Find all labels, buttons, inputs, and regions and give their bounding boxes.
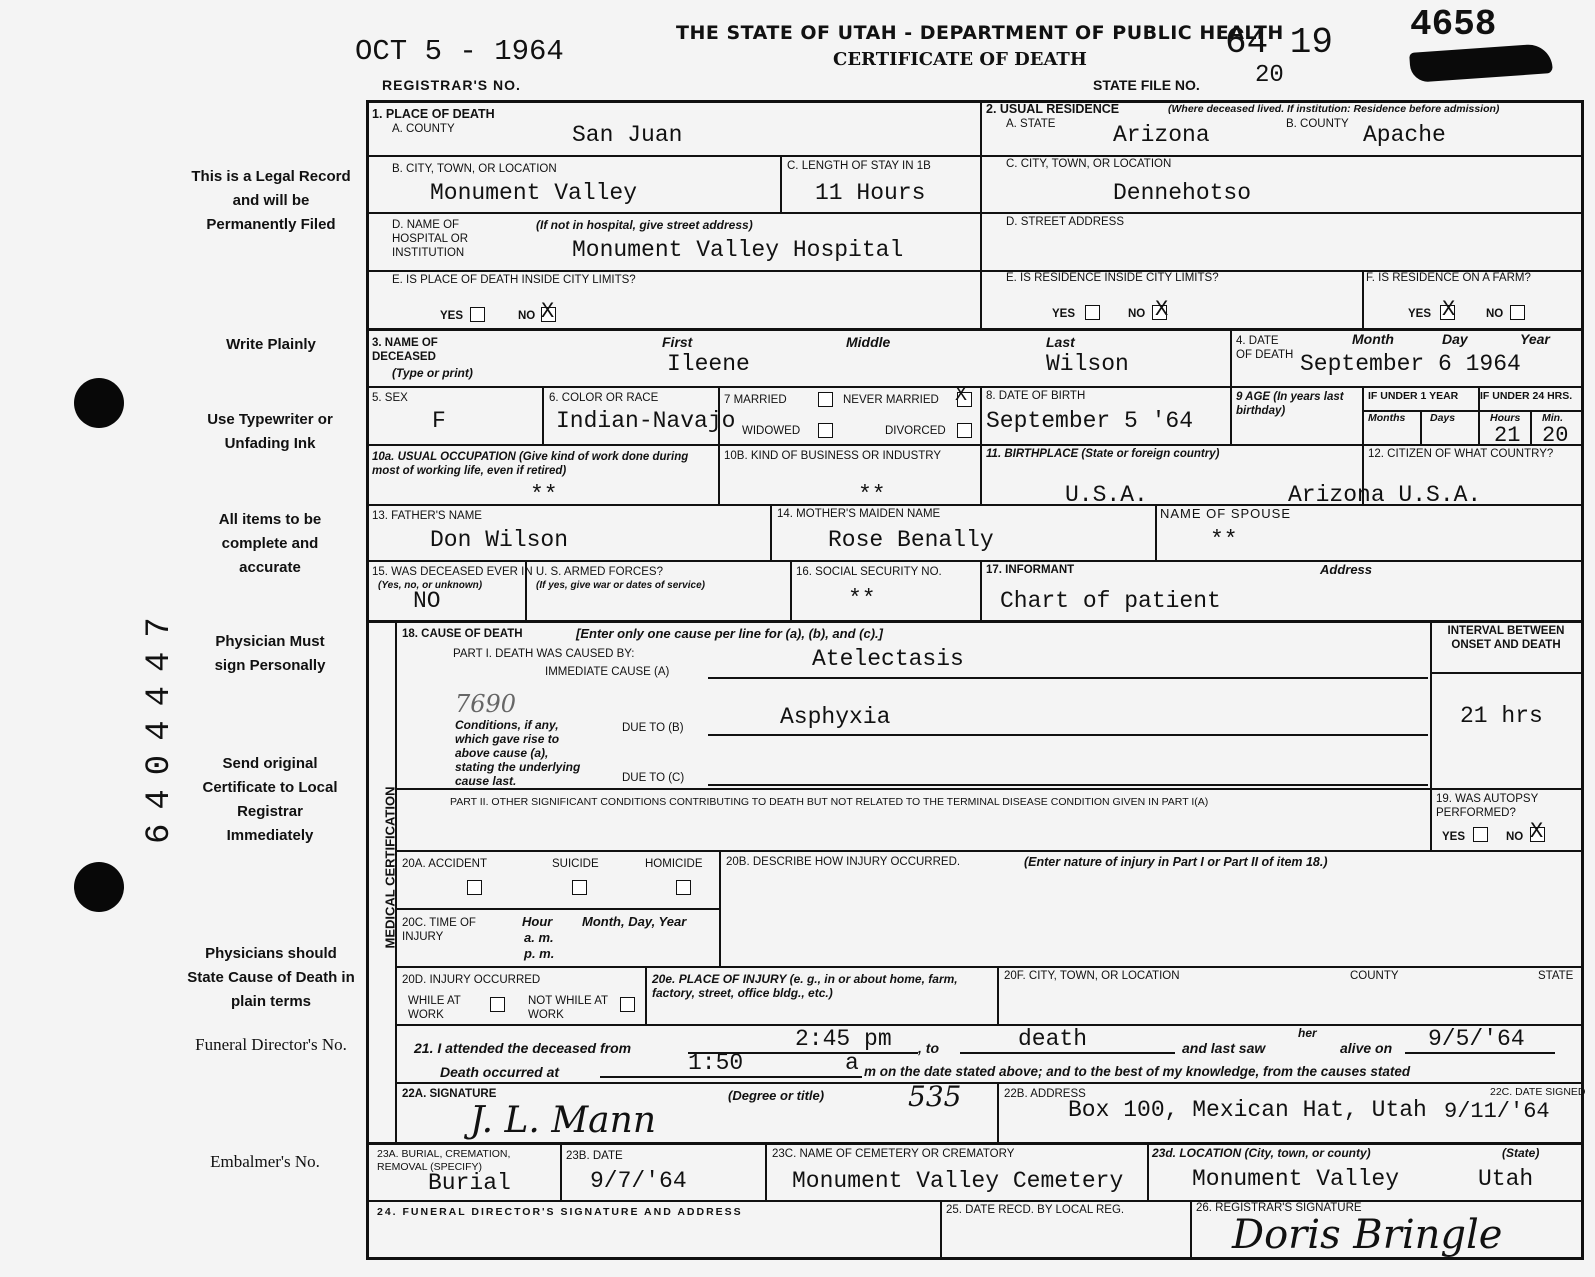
first-name-value: Ileene (667, 351, 750, 377)
length-of-stay-value: 11 Hours (815, 180, 926, 206)
date-of-death-label: 4. DATE OF DEATH (1236, 335, 1294, 361)
days-label: Days (1430, 412, 1456, 424)
death-city-limits-label: E. IS PLACE OF DEATH INSIDE CITY LIMITS? (392, 274, 636, 286)
note-ink: Use Typewriter or Unfading Ink (207, 411, 333, 452)
alive-on-value: 9/5/'64 (1428, 1026, 1525, 1052)
state-file-number-b: 20 (1255, 62, 1284, 89)
widowed-checkbox[interactable] (818, 423, 833, 438)
note-legal: This is a Legal Record and will be Permanently Filed (191, 168, 351, 233)
note-complete: All items to be complete and accurate (218, 511, 322, 576)
autopsy-label: 19. WAS AUTOPSY PERFORMED? (1436, 793, 1539, 819)
hospital-value: Monument Valley Hospital (572, 237, 904, 263)
immediate-cause-value: Atelectasis (812, 646, 964, 672)
informant-value: Chart of patient (1000, 588, 1221, 614)
signature-label: 22A. SIGNATURE (402, 1088, 497, 1100)
state-file-label: STATE FILE NO. (1093, 77, 1200, 93)
usual-residence-label: 2. USUAL RESIDENCE (986, 102, 1120, 116)
time-of-injury-label: 20C. TIME OF INJURY (402, 917, 476, 943)
under-24-hrs-label: IF UNDER 24 HRS. (1480, 390, 1573, 402)
usual-residence-note: (Where deceased lived. If institution: Residence before admission) (1168, 103, 1500, 115)
father-label: 13. FATHER'S NAME (372, 510, 482, 522)
redaction-mark (1409, 43, 1553, 83)
vertical-number: 6404447 (141, 603, 179, 844)
autopsy-no-mark: X (1530, 819, 1544, 844)
residence-limits-label: E. IS RESIDENCE INSIDE CITY LIMITS? (1006, 272, 1219, 284)
never-married-label: NEVER MARRIED (843, 394, 939, 406)
form-subtitle: CERTIFICATE OF DEATH (833, 49, 1087, 70)
widowed-label: WIDOWED (742, 425, 801, 437)
physician-signature: J. L. Mann (470, 1100, 657, 1141)
cemetery-value: Monument Valley Cemetery (792, 1168, 1124, 1194)
first-label: First (662, 334, 693, 350)
while-at-work-checkbox[interactable] (490, 997, 505, 1012)
homicide-label: HOMICIDE (645, 858, 703, 870)
last-label: Last (1046, 334, 1075, 350)
am-label: a. m. (524, 930, 554, 945)
death-limits-yes-checkbox[interactable] (470, 307, 485, 322)
injury-city-label: 20F. CITY, TOWN, OR LOCATION (1004, 970, 1180, 982)
sex-label: 5. SEX (372, 392, 408, 404)
age-label: 9 AGE (In years last birthday) (1236, 391, 1344, 417)
degree-label: (Degree or title) (728, 1088, 825, 1103)
while-at-work-label: WHILE AT WORK (408, 995, 461, 1021)
age-hours-value: 21 (1494, 423, 1521, 448)
date-signed-label: 22C. DATE SIGNED (1490, 1086, 1586, 1098)
due-to-c-label: DUE TO (C) (622, 772, 685, 784)
last-saw-label: and last saw (1182, 1040, 1266, 1056)
armed-forces-value: NO (413, 588, 441, 614)
last-name-value: Wilson (1046, 351, 1129, 377)
deceased-name-sub: (Type or print) (392, 366, 473, 380)
death-limits-no-mark: X (541, 299, 555, 324)
medical-certification-label: MEDICAL CERTIFICATION (382, 786, 398, 949)
sex-value: F (432, 408, 446, 434)
physician-address-value: Box 100, Mexican Hat, Utah (1068, 1097, 1427, 1123)
citizen-value: Arizona U.S.A. (1288, 482, 1482, 508)
informant-label: 17. INFORMANT (986, 564, 1075, 576)
suicide-label: SUICIDE (552, 858, 599, 870)
cemetery-label: 23C. NAME OF CEMETERY OR CREMATORY (772, 1148, 1015, 1160)
registrar-no-label: REGISTRAR'S NO. (382, 77, 521, 93)
birthplace-value: U.S.A. (1065, 482, 1148, 508)
length-of-stay-label: C. LENGTH OF STAY IN 1B (787, 160, 931, 172)
burial-date-label: 23B. DATE (566, 1150, 623, 1162)
armed-forces-sub1: (Yes, no, or unknown) (378, 580, 483, 591)
death-county-value: San Juan (572, 122, 683, 148)
farm-no-checkbox[interactable] (1510, 305, 1525, 320)
received-date-stamp: OCT 5 - 1964 (355, 35, 564, 68)
mother-label: 14. MOTHER'S MAIDEN NAME (777, 508, 941, 520)
dod-year-label: Year (1520, 331, 1550, 347)
spouse-label: NAME OF SPOUSE (1160, 506, 1292, 521)
injury-county-label: COUNTY (1350, 970, 1399, 982)
death-city-value: Monument Valley (430, 180, 638, 206)
cause-code: 7690 (455, 690, 517, 718)
alive-on-label: alive on (1340, 1040, 1393, 1056)
father-value: Don Wilson (430, 527, 569, 553)
location-state-value: Utah (1478, 1166, 1534, 1192)
dod-day-label: Day (1442, 331, 1468, 347)
punch-hole-top (74, 378, 124, 428)
limits-yes-label: YES (440, 310, 464, 322)
funeral-director-label: 24. FUNERAL DIRECTOR'S SIGNATURE AND ADDRESS (377, 1206, 743, 1218)
burial-date-value: 9/7/'64 (590, 1168, 687, 1194)
age-min-value: 20 (1542, 423, 1569, 448)
accident-label: 20A. ACCIDENT (402, 858, 487, 870)
residence-city-label: C. CITY, TOWN, OR LOCATION (1006, 158, 1172, 170)
death-time-value: 1:50 (688, 1050, 744, 1076)
married-label: 7 MARRIED (724, 394, 787, 406)
min-label: Min. (1542, 412, 1563, 424)
registrar-signature-label: 26. REGISTRAR'S SIGNATURE (1196, 1202, 1362, 1214)
mother-value: Rose Benally (828, 527, 994, 553)
hospital-label: D. NAME OF HOSPITAL OR INSTITUTION (392, 219, 469, 259)
residence-limits-no-mark: X (1155, 297, 1169, 322)
form-title: THE STATE OF UTAH - DEPARTMENT OF PUBLIC HEALTH (676, 22, 1284, 44)
note-embalmer: Embalmer's No. (210, 1152, 320, 1171)
residence-county-label: B. COUNTY (1286, 118, 1349, 130)
never-married-mark: X (955, 384, 968, 407)
conditions-note: Conditions, if any, which gave rise to above cause (a), stating the underlying cause last. (455, 718, 581, 788)
registrar-signature: Doris Bringle (1232, 1212, 1503, 1258)
not-while-at-work-checkbox[interactable] (620, 997, 635, 1012)
burial-value: Burial (428, 1170, 511, 1196)
occupation-label: 10a. USUAL OCCUPATION (Give kind of work done during most of working life, even if retired) (372, 451, 689, 477)
race-label: 6. COLOR OR RACE (549, 392, 659, 404)
divorced-label: DIVORCED (885, 425, 946, 437)
months-label: Months (1368, 412, 1406, 424)
ssn-label: 16. SOCIAL SECURITY NO. (796, 566, 942, 578)
farm-yes-label: YES (1408, 308, 1432, 320)
hospital-note: (If not in hospital, give street address) (536, 218, 753, 232)
farm-no-label: NO (1486, 308, 1504, 320)
punch-hole-bottom (74, 862, 124, 912)
birthplace-label: 11. BIRTHPLACE (State or foreign country) (986, 448, 1220, 460)
her-label: her (1298, 1026, 1317, 1040)
due-to-b-value: Asphyxia (780, 704, 891, 730)
note-send: Send original Certificate to Local Registrar Immediately (202, 755, 338, 844)
cause-of-death-label: 18. CAUSE OF DEATH (402, 628, 523, 640)
informant-address-label: Address (1320, 562, 1373, 577)
location-label: 23d. LOCATION (City, town, or county) (1152, 1146, 1371, 1160)
residence-state-value: Arizona (1113, 122, 1210, 148)
state-file-number: 64 19 (1225, 22, 1334, 63)
attended-from-value: 2:45 pm (795, 1026, 892, 1052)
dob-label: 8. DATE OF BIRTH (986, 390, 1086, 402)
left-margin (0, 0, 360, 1277)
race-value: Indian-Navajo (556, 408, 736, 434)
injury-describe-note: (Enter nature of injury in Part I or Part II of item 18.) (1024, 855, 1328, 869)
spouse-value: ** (1210, 527, 1238, 553)
injury-describe-label: 20B. DESCRIBE HOW INJURY OCCURRED. (726, 856, 961, 868)
note-funeral: Funeral Director's No. (195, 1035, 347, 1054)
autopsy-no-label: NO (1506, 831, 1524, 843)
immediate-cause-label: IMMEDIATE CAUSE (A) (545, 666, 670, 678)
death-ampm-value: a (845, 1050, 859, 1076)
divorced-checkbox[interactable] (957, 423, 972, 438)
residence-state-label: A. STATE (1006, 118, 1056, 130)
under-1-year-label: IF UNDER 1 YEAR (1368, 390, 1459, 402)
limits-no-label: NO (518, 310, 536, 322)
residence-limits-yes-checkbox[interactable] (1085, 305, 1100, 320)
married-checkbox[interactable] (818, 392, 833, 407)
certificate-number: 4658 (1410, 4, 1497, 45)
industry-label: 10B. KIND OF BUSINESS OR INDUSTRY (724, 450, 942, 462)
physician-code: 535 (908, 1080, 962, 1113)
farm-yes-mark: X (1442, 297, 1456, 322)
deceased-name-label: 3. NAME OF DECEASED (372, 337, 438, 363)
residence-county-value: Apache (1363, 122, 1446, 148)
suicide-checkbox[interactable] (572, 880, 587, 895)
street-address-label: D. STREET ADDRESS (1006, 216, 1125, 228)
pm-label: p. m. (524, 946, 555, 961)
dod-month-label: Month (1352, 331, 1394, 347)
address-label: 22B. ADDRESS (1004, 1088, 1086, 1100)
attended-label: 21. I attended the deceased from (414, 1040, 632, 1056)
hour-label: Hour (522, 914, 553, 929)
accident-checkbox[interactable] (467, 880, 482, 895)
place-of-injury-label: 20e. PLACE OF INJURY (e. g., in or about home, farm, factory, street, office bldg., etc.) (652, 972, 958, 1000)
not-while-at-work-label: NOT WHILE AT WORK (528, 995, 608, 1021)
ssn-value: ** (848, 586, 876, 612)
cause-of-death-note: [Enter only one cause per line for (a), (b), and (c).] (576, 626, 883, 641)
note-plain: Write Plainly (226, 336, 316, 353)
injury-occurred-label: 20D. INJURY OCCURRED (402, 974, 541, 986)
burial-label: 23A. BURIAL, CREMATION, REMOVAL (SPECIFY) (377, 1148, 511, 1173)
interval-label: INTERVAL BETWEEN ONSET AND DEATH (1447, 625, 1565, 651)
homicide-checkbox[interactable] (676, 880, 691, 895)
dob-value: September 5 '64 (986, 408, 1194, 434)
death-occurred-label: Death occurred at (440, 1064, 560, 1080)
note-cause: Physicians should State Cause of Death in plain terms (187, 945, 355, 1010)
citizen-label: 12. CITIZEN OF WHAT COUNTRY? (1368, 448, 1554, 460)
residence-city-value: Dennehotso (1113, 180, 1252, 206)
part1-label: PART I. DEATH WAS CAUSED BY: (453, 648, 635, 660)
industry-value: ** (858, 482, 886, 508)
injury-state-label: STATE (1538, 970, 1574, 982)
location-state-label: (State) (1502, 1146, 1540, 1160)
note-physician: Physician Must sign Personally (214, 633, 326, 674)
date-of-death-value: September 6 1964 (1300, 351, 1521, 377)
armed-forces-label: 15. WAS DECEASED EVER IN U. S. ARMED FORCES? (372, 566, 663, 578)
autopsy-yes-label: YES (1442, 831, 1466, 843)
place-of-death-label: 1. PLACE OF DEATH (372, 107, 495, 121)
death-occurred-rest: m on the date stated above; and to the best of my knowledge, from the causes stated (864, 1064, 1411, 1079)
occupation-value: ** (530, 482, 558, 508)
due-to-b-label: DUE TO (B) (622, 722, 684, 734)
interval-value: 21 hrs (1460, 703, 1543, 729)
date-signed-value: 9/11/'64 (1444, 1099, 1550, 1124)
county-label: A. COUNTY (392, 123, 455, 135)
res-limits-yes-label: YES (1052, 308, 1076, 320)
armed-forces-sub2: (If yes, give war or dates of service) (536, 580, 705, 591)
location-value: Monument Valley (1192, 1166, 1400, 1192)
hours-label: Hours (1490, 412, 1521, 424)
part2-label: PART II. OTHER SIGNIFICANT CONDITIONS CONTRIBUTING TO DEATH BUT NOT RELATED TO THE TERMINAL DISEASE CONDITION GIVEN IN PART I(A) (450, 796, 1209, 808)
date-recd-label: 25. DATE RECD. BY LOCAL REG. (946, 1204, 1125, 1216)
farm-label: F. IS RESIDENCE ON A FARM? (1366, 272, 1531, 284)
attended-to-value: death (1018, 1026, 1088, 1052)
res-limits-no-label: NO (1128, 308, 1146, 320)
mdy-label: Month, Day, Year (582, 914, 687, 929)
attended-to-label: , to (918, 1040, 939, 1056)
city-label: B. CITY, TOWN, OR LOCATION (392, 163, 557, 175)
middle-label: Middle (846, 334, 891, 350)
autopsy-yes-checkbox[interactable] (1473, 827, 1488, 842)
